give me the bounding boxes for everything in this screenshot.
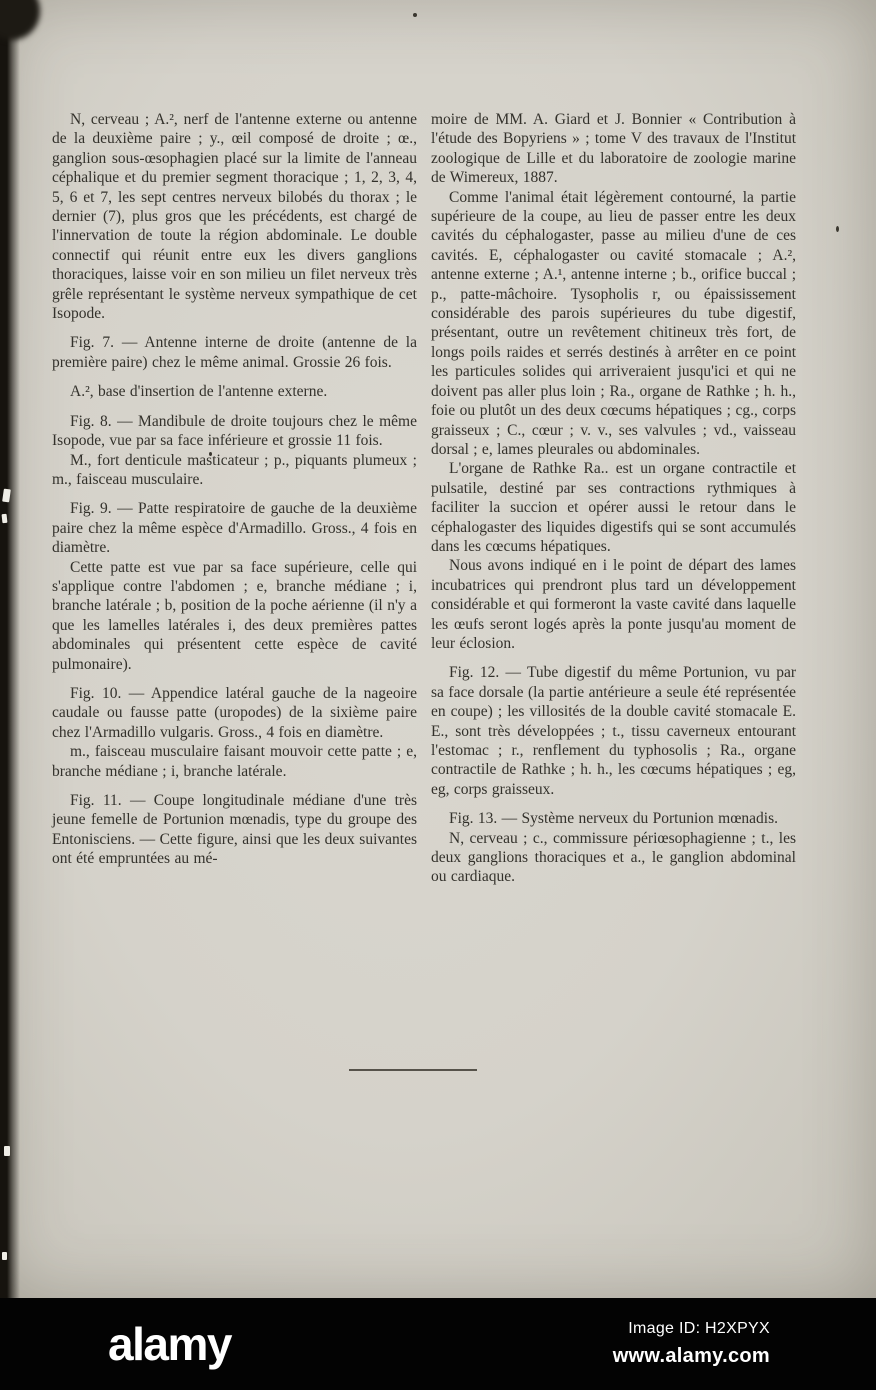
right-column bbox=[431, 110, 796, 887]
two-column-text bbox=[52, 110, 796, 887]
film-speck bbox=[2, 514, 8, 523]
figure-caption: Fig. 11. — Coupe longitudinale médiane d'une très jeune femelle de Portunion mœnadis, type du groupe des Entonisciens. — Cette figure, ainsi que les deux suivantes ont été empruntées au mé- bbox=[52, 792, 417, 868]
left-column bbox=[52, 110, 417, 887]
figure-legend: Cette patte est vue par sa face supérieure, celle qui s'applique contre l'abdomen ; e, branche médiane ; i, branche latérale ; b, position de la poche aérienne (il n'y a que les lamelles latérales i, des deux premières pattes abdominales qui présentent cette espèce de cavité pulmonaire). bbox=[52, 558, 417, 673]
ink-speck bbox=[413, 13, 417, 17]
figure-caption: Fig. 12. — Tube digestif du même Portunion, vu par sa face dorsale (la partie antérieure a seule été représentée en coupe) ; les villosités de la double cavité stomacale E. E., sont très développées ; t., tissu caverneux entourant l'estomac ; r., renflement du typhosolis ; Ra., organe contractile de Rathke ; h. h., les cœcums hépatiques ; eg, eg, corps graisseux. bbox=[431, 664, 796, 798]
film-speck bbox=[4, 1146, 10, 1156]
figure-caption: Fig. 13. — Système nerveux du Portunion mœnadis. bbox=[449, 810, 778, 828]
paragraph: moire de MM. A. Giard et J. Bonnier « Contribution à l'étude des Bopyriens » ; tome V des travaux de l'Institut zoologique de Lille et du laboratoire de zoologie marine de Wimereux, 1887. bbox=[431, 111, 796, 187]
figure-legend: A.², base d'insertion de l'antenne externe. bbox=[70, 383, 328, 401]
figure-legend: N, cerveau ; c., commissure périœsophagienne ; t., les deux ganglions thoraciques et a., le ganglion abdominal ou cardiaque. bbox=[431, 829, 796, 886]
figure-legend: m., faisceau musculaire faisant mouvoir cette patte ; e, branche médiane ; i, branche latérale. bbox=[52, 743, 417, 780]
film-speck bbox=[2, 1252, 7, 1260]
scan-corner-artifact bbox=[0, 0, 40, 40]
alamy-logo: alamy bbox=[108, 1318, 231, 1370]
figure-caption: Fig. 8. — Mandibule de droite toujours chez le même Isopode, vue par sa face inférieure et grossie 11 fois. bbox=[52, 412, 417, 450]
watermark-info bbox=[613, 1320, 770, 1368]
figure-caption: Fig. 9. — Patte respiratoire de gauche de la deuxième paire chez la même espèce d'Armadillo. Gross., 4 fois en diamètre. bbox=[52, 500, 417, 557]
figure-caption: Fig. 10. — Appendice latéral gauche de la nageoire caudale ou fausse patte (uropodes) de la sixième paire chez l'Armadillo vulgaris. Gross., 4 fois en diamètre. bbox=[52, 684, 417, 741]
figure-legend: M., fort denticule masticateur ; p., piquants plumeux ; m., faisceau musculaire. bbox=[52, 451, 417, 488]
film-edge-strip bbox=[0, 0, 20, 1298]
figure-caption: Fig. 7. — Antenne interne de droite (antenne de la première paire) chez le même animal. Grossie 26 fois. bbox=[52, 334, 417, 371]
paragraph: N, cerveau ; A.², nerf de l'antenne externe ou antenne de la deuxième paire ; y., œil composé de droite ; œ., ganglion sous-œsophagien placé sur la limite de l'anneau céphalique et du premier segment thoracique ; 1, 2, 3, 4, 5, 6 et 7, les sept centres nerveux bilobés du thorax ; le dernier (7), plus gros que les précédents, est chargé de l'innervation de toute la région abdominale. Le double connectif qui réunit entre eux les divers ganglions thoraciques, laisse voir en son milieu un filet nerveux très grêle représentant le système nerveux sympathique de cet Isopode. bbox=[52, 111, 417, 323]
watermark-bar bbox=[0, 1298, 876, 1390]
alamy-url-text: www.alamy.com bbox=[612, 1345, 770, 1367]
paragraph: Nous avons indiqué en i le point de départ des lames incubatrices qui prendront plus tard un développement considérable et qui formeront la vaste cavité dans laquelle les œufs seront logés après la ponte jusqu'au moment de leur éclosion. bbox=[431, 557, 796, 652]
ink-speck bbox=[836, 226, 839, 232]
paragraph: Comme l'animal était légèrement contourné, la partie supérieure de la coupe, au lieu de passer entre les deux cavités du céphalogaster, passe au milieu d'une de ces cavités. E, céphalogaster ou cavité stomacale ; A.², antenne externe ; A.¹, antenne interne ; b., orifice buccal ; p., patte-mâchoire. Tysopholis r, ou épaississement considérable des parois supérieures du tube digestif, présentant, outre un revêtement chitineux très fort, de longs poils raides et serrés destinés à arrêter en ce point les particules solides qui arriveraient jusqu'ici et qui ne doivent pas aller plus loin ; Ra., organe de Rathke ; h. h., foie ou plutôt un des deux cœcums hépatiques ; cg., corps graisseux ; C., cœur ; v. v., ses valvules ; vd., vaisseau dorsal ; e, lames pleurales ou abdominales. bbox=[431, 188, 796, 458]
section-divider-rule bbox=[349, 1069, 477, 1071]
image-id-text: Image ID: H2XPYX bbox=[628, 1320, 770, 1337]
paragraph: L'organe de Rathke Ra.. est un organe contractile et pulsatile, destiné par ses contractions rythmiques à faciliter la succion et opérer aussi le retour dans le céphalogaster des liquides digestifs qui se sont accumulés dans les cœcums hépatiques. bbox=[431, 460, 796, 555]
